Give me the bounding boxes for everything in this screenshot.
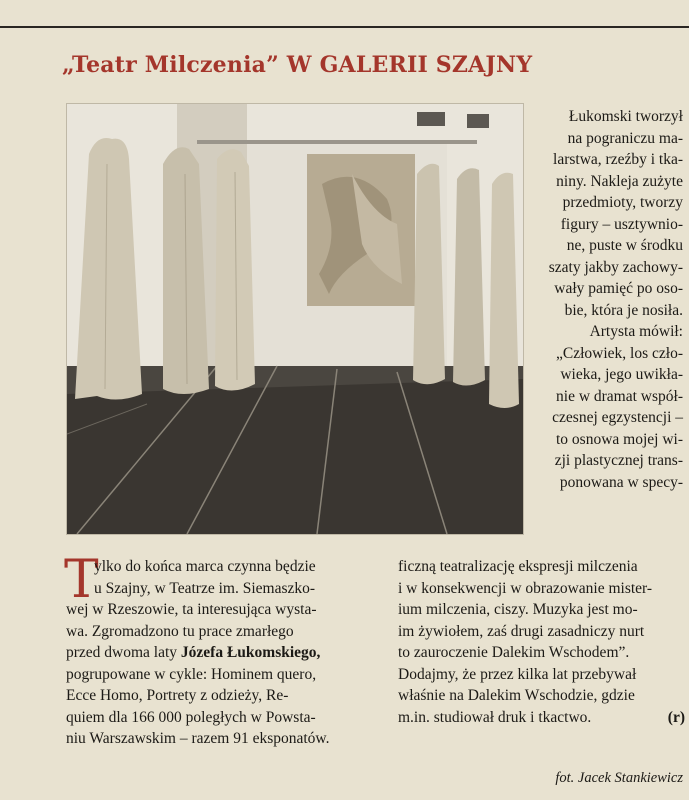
text-line: wieka, jego uwikła- — [560, 366, 683, 383]
text-line: ficzną teatralizację ekspresji milczenia — [398, 558, 638, 575]
text-line: wa. Zgromadzono tu prace zmarłego — [66, 622, 294, 640]
article-bottom-right-column — [398, 556, 685, 728]
text-line: czesnej egzystencji – — [552, 409, 683, 426]
photo-credit: fot. Jacek Stankiewicz — [555, 770, 683, 786]
text-line: pogrupowane w cykle: Hominem quero, — [66, 665, 317, 683]
text-line: u Szajny, w Teatrze im. Siemaszko- — [94, 579, 316, 597]
text-line: niu Warszawskim – razem 91 eksponatów. — [66, 730, 330, 747]
text-line: ylko do końca marca czynna będzie — [94, 558, 316, 575]
text-line: wały pamięć po oso- — [554, 280, 683, 297]
text-fragment: przed dwoma laty — [66, 644, 181, 661]
text-line: larstwa, rzeźby i tka- — [553, 151, 683, 168]
drop-cap: T — [64, 550, 99, 610]
text-line: bie, która je nosiła. — [564, 301, 683, 319]
text-line-with-name — [66, 642, 390, 664]
artist-name: Józefa Łukomskiego, — [180, 644, 321, 661]
text-line: to zauroczenie Dalekim Wschodem”. — [398, 644, 630, 661]
gallery-photo — [66, 103, 524, 535]
text-line: na pograniczu ma- — [567, 129, 683, 147]
text-line: „Człowiek, los czło- — [556, 344, 683, 362]
text-fragment: m.in. studiował druk i tkactwo. — [398, 708, 592, 726]
text-line: i w konsekwencji w obrazowanie mister- — [398, 579, 653, 597]
article-right-column — [532, 106, 683, 493]
text-line: Artysta mówił: — [589, 323, 683, 340]
text-line: nie w dramat współ- — [556, 387, 683, 405]
text-line: szaty jakby zachowy- — [548, 258, 683, 276]
text-line: Łukomski tworzył — [568, 108, 683, 125]
text-line: właśnie na Dalekim Wschodzie, gdzie — [398, 687, 635, 704]
text-line: przedmioty, tworzy — [562, 194, 683, 211]
text-line: ponowana w specy- — [559, 473, 683, 491]
article-headline: „Teatr Milczenia” W GALERII SZAJNY — [62, 52, 533, 78]
text-line: niny. Nakleja zużyte — [556, 172, 683, 190]
text-line: to osnowa mojej wi- — [556, 430, 683, 448]
text-line: Ecce Homo, Portrety z odzieży, Re- — [66, 687, 289, 704]
author-signature: (r) — [667, 708, 685, 726]
text-line: Dodajmy, że przez kilka lat przebywał — [398, 665, 637, 683]
text-line: ium milczenia, ciszy. Muzyka jest mo- — [398, 601, 638, 618]
text-line: zji plastycznej trans- — [554, 452, 683, 469]
text-line-last — [398, 707, 685, 729]
text-line: wej w Rzeszowie, ta interesująca wysta- — [66, 601, 317, 618]
text-line: quiem dla 166 000 poległych w Powsta- — [66, 708, 316, 726]
text-line: ne, puste w środku — [566, 237, 683, 254]
text-line: im żywiołem, zaś drugi zasadniczy nurt — [398, 622, 645, 640]
text-line: figury – usztywnio- — [560, 215, 683, 233]
article-bottom-left-column — [64, 550, 390, 750]
top-rule — [0, 26, 689, 28]
